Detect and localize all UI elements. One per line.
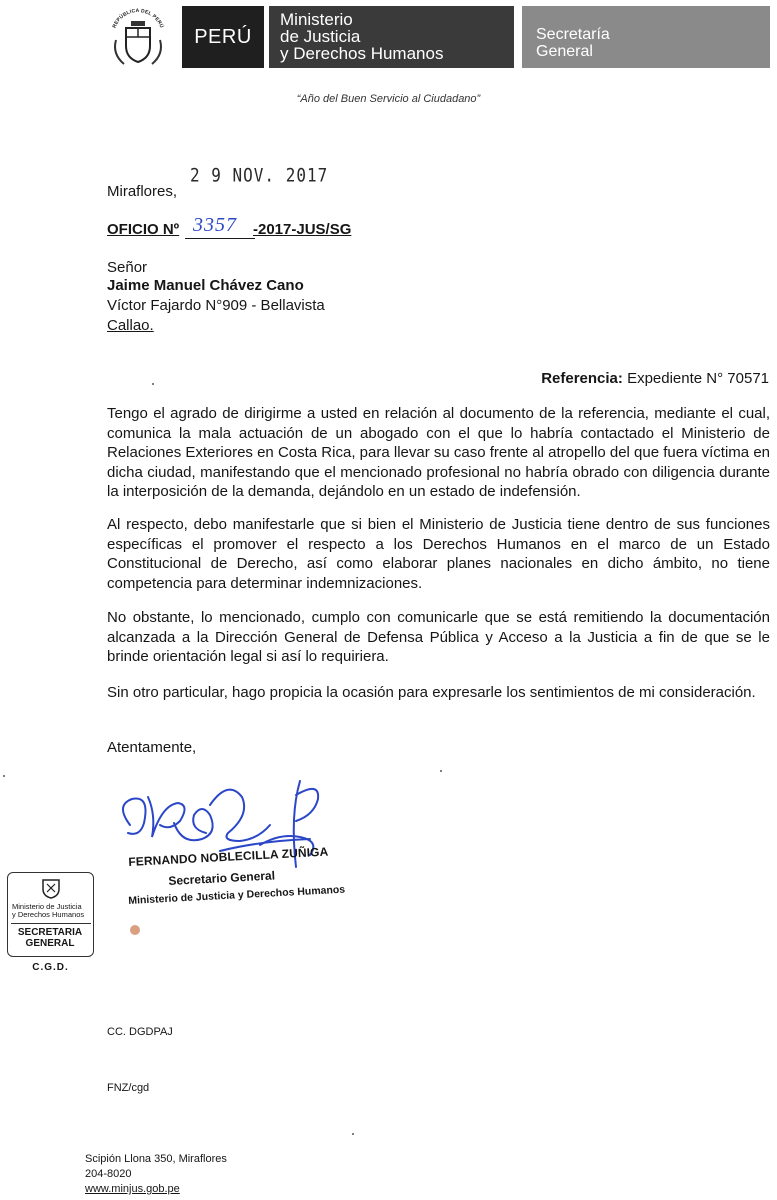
body-paragraph-4: Sin otro particular, hago propicia la ocasión para expresarle los sentimientos de mi consideración. [107,684,756,701]
signatory-title: Secretario General [168,868,276,888]
office-banner [522,6,770,68]
body-paragraph-3: No obstante, lo mencionado, cumplo con comunicarle que se está remitiendo la documentación alcanzada a la Dirección General de Defensa Pública y Acceso a la Justicia a fin de que se le brinde orientación legal si así lo requiriera. [107,609,770,666]
stamp-divider [11,923,91,924]
reference-value: Expediente N° 70571 [627,370,769,387]
reference-line [541,370,769,387]
body-paragraph-2: Al respecto, debo manifestarle que si bien el Ministerio de Justicia tiene dentro de sus funciones específicas el promover el respecto a los Derechos Humanos en el marco de un Estado Constitucional de Derecho, así como elaborar planes nacionales en dicho ámbito, no tiene competencia para determinar indemnizaciones. [107,516,770,592]
date-stamp: 2 9 NOV. 2017 [190,164,329,186]
stamp-unit-line-2: GENERAL [25,938,75,949]
oficio-prefix [107,221,179,238]
oficio-prefix-text: OFICIO Nº [107,221,180,238]
addressee-street: Víctor Fajardo N°909 - Bellavista [107,297,325,314]
stamp-code: C.G.D. [32,962,69,973]
body-paragraph-1: Tengo el agrado de dirigirme a usted en relación al documento de la referencia, mediante el cual, comunica la mala actuación de un abogado con el que lo habría contactado el Ministerio de Relaciones Exteriores en Costa Rica, para llevar su caso frente al atropello del que fuera víctima en dicha ciudad, manifestando que el mencionado profesional no habría obrado con diligencia durante la interposición de la demanda, dejándolo en un estado de indefensión. [107,405,770,501]
country-label: PERÚ [194,26,252,48]
scan-speck [352,1133,354,1135]
footer-address: Scipión Llona 350, Miraflores [85,1153,227,1165]
addressee-salutation: Señor [107,259,148,276]
stamp-unit [8,927,92,949]
oficio-suffix: -2017-JUS/SG [253,221,352,238]
handwritten-signature [110,775,340,885]
scan-speck [440,770,442,772]
reference-initials: FNZ/cgd [107,1082,150,1094]
closing-phrase: Atentamente, [107,739,197,756]
office-line-1: Secretaría [536,26,610,43]
footer-phone: 204-8020 [85,1168,132,1180]
footer-website[interactable]: www.minjus.gob.pe [85,1183,180,1195]
oficio-number-underline [185,238,255,239]
scan-speck [152,383,154,385]
signatory-organization: Ministerio de Justicia y Derechos Humanos [128,883,346,907]
ministry-banner [269,6,514,68]
addressee-city: Callao. [107,317,154,334]
addressee-name: Jaime Manuel Chávez Cano [107,277,304,294]
coat-of-arms-icon [106,6,170,70]
letter-place: Miraflores, [107,183,178,200]
stamp-org-line-1: Ministerio de Justicia [12,902,82,911]
office-stamp [7,872,94,957]
stamp-org-line-2: y Derechos Humanos [12,910,85,919]
crest-text: REPÚBLICA DEL PERÚ [111,7,165,30]
carbon-copy: CC. DGDPAJ [107,1026,173,1038]
country-banner [182,6,264,68]
office-line-2: General [536,43,593,60]
ministry-line-1: Ministerio [280,10,353,29]
ink-seal-mark [130,925,140,935]
scan-speck [3,775,5,777]
stamp-unit-line-1: SECRETARIA [17,927,83,938]
year-motto: “Año del Buen Servicio al Ciudadano” [296,93,481,105]
svg-text:REPÚBLICA DEL PERÚ [112,8,166,29]
reference-label: Referencia: [541,370,623,387]
signatory-name: FERNANDO NOBLECILLA ZUÑIGA [128,844,329,869]
stamp-emblem-icon [39,877,63,899]
stamp-organization [12,903,92,919]
oficio-number: 3357 [193,214,237,236]
ministry-line-2: de Justicia [280,27,361,46]
ministry-line-3: y Derechos Humanos [280,44,444,63]
